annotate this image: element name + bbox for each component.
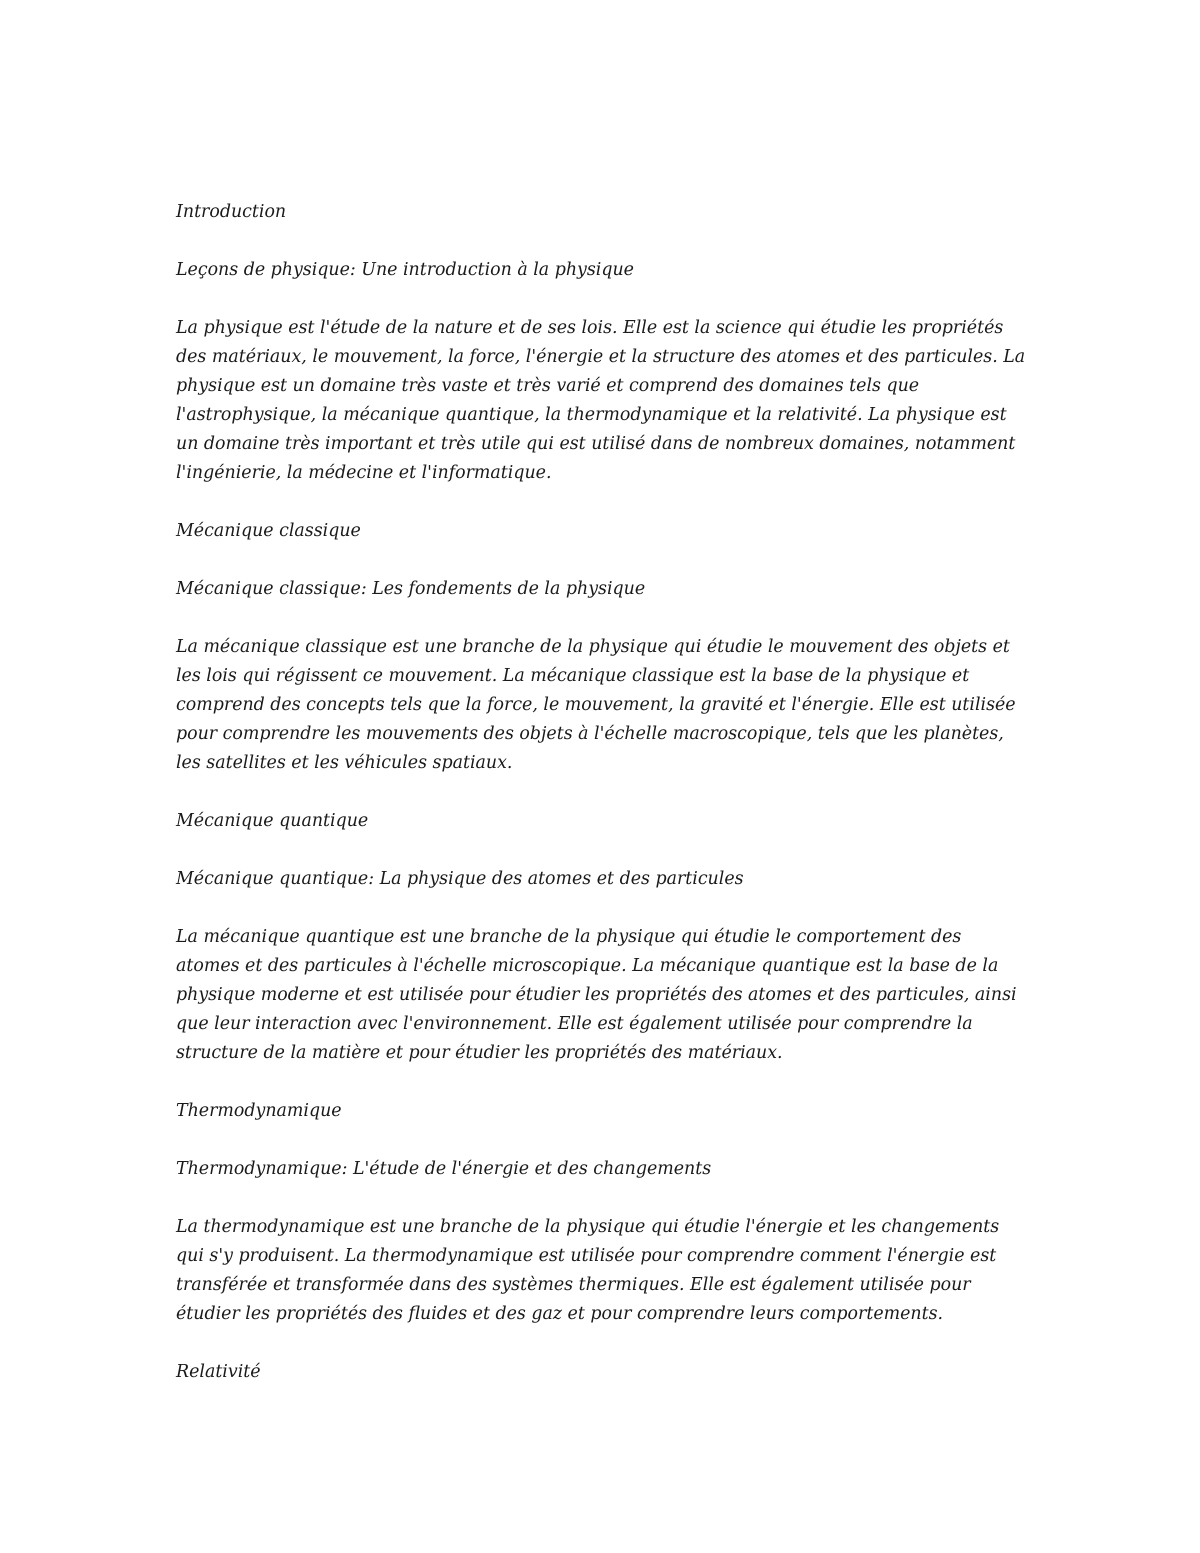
section-subheading-thermodynamique: Thermodynamique: L'étude de l'énergie et des changements bbox=[176, 1159, 712, 1179]
section-heading-thermodynamique: Thermodynamique bbox=[176, 1101, 342, 1121]
section-paragraph-mecanique-classique: La mécanique classique est une branche de la physique qui étudie le mouvement des objets et les lois qui régissent ce mouvement. La mécanique classique est la base de la physique et comprend des concepts tels que la force, le mouvement, la gravité et l'énergie. Elle est utilisée pour comprendre les mouvements des objets à l'échelle macroscopique, tels que les planètes, les satellites et les véhicules spatiaux. bbox=[176, 637, 1016, 773]
section-paragraph-introduction: La physique est l'étude de la nature et de ses lois. Elle est la science qui étudie les propriétés des matériaux, le mouvement, la force, l'énergie et la structure des atomes et des particules. La physique est un domaine très vaste et très varié et comprend des domaines tels que l'astrophysique, la mécanique quantique, la thermodynamique et la relativité. La physique est un domaine très important et très utile qui est utilisé dans de nombreux domaines, notamment l'ingénierie, la médecine et l'informatique. bbox=[176, 318, 1026, 483]
section-paragraph-mecanique-quantique: La mécanique quantique est une branche de la physique qui étudie le comportement des atomes et des particules à l'échelle microscopique. La mécanique quantique est la base de la physique moderne et est utilisée pour étudier les propriétés des atomes et des particules, ainsi que leur interaction avec l'environnement. Elle est également utilisée pour comprendre la structure de la matière et pour étudier les propriétés des matériaux. bbox=[176, 927, 1017, 1063]
section-subheading-mecanique-classique: Mécanique classique: Les fondements de la physique bbox=[176, 579, 646, 599]
section-subheading-mecanique-quantique: Mécanique quantique: La physique des atomes et des particules bbox=[176, 869, 744, 889]
section-subheading-introduction: Leçons de physique: Une introduction à la physique bbox=[176, 260, 634, 280]
section-heading-mecanique-classique: Mécanique classique bbox=[176, 521, 361, 541]
document-body bbox=[176, 198, 1026, 1416]
section-heading-mecanique-quantique: Mécanique quantique bbox=[176, 811, 369, 831]
section-paragraph-thermodynamique: La thermodynamique est une branche de la physique qui étudie l'énergie et les changements qui s'y produisent. La thermodynamique est utilisée pour comprendre comment l'énergie est transférée et transformée dans des systèmes thermiques. Elle est également utilisée pour étudier les propriétés des fluides et des gaz et pour comprendre leurs comportements. bbox=[176, 1217, 1000, 1324]
section-heading-relativite: Relativité bbox=[176, 1362, 261, 1382]
section-heading-introduction: Introduction bbox=[176, 202, 287, 222]
